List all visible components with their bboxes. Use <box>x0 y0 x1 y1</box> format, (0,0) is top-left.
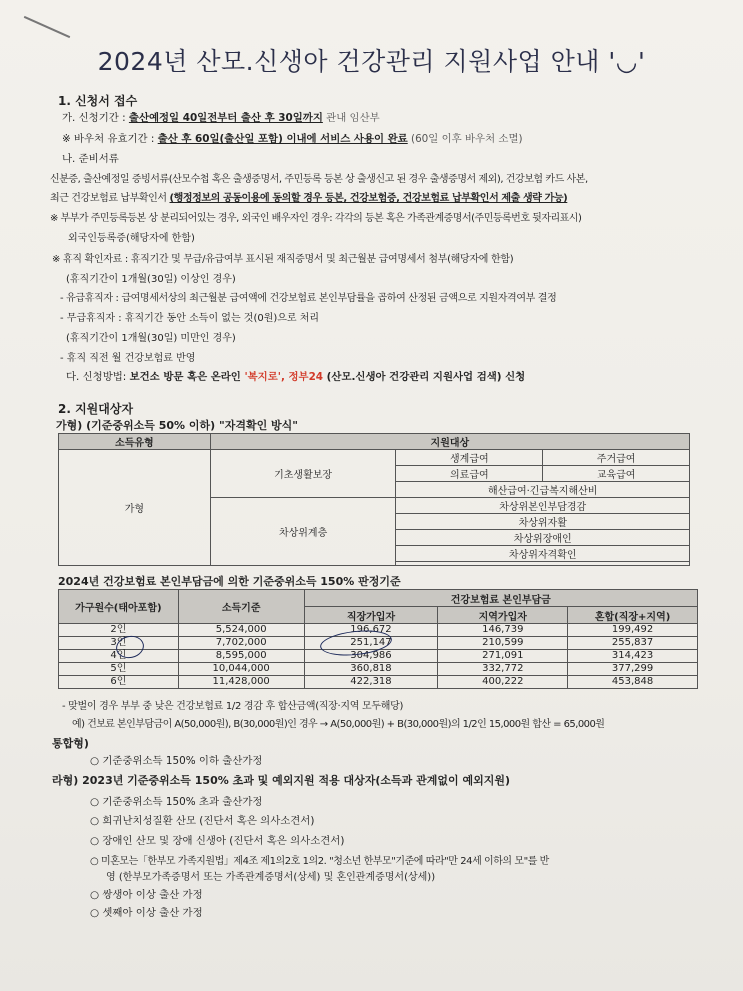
docs-line1: 신분증, 출산예정일 증빙서류(산모수첩 혹은 출생증명서, 주민등록 등본 상 출생신고 된 경우 출생증명서 제외), 건강보험 카드 사본, <box>50 174 588 185</box>
row-employee: 304,986 <box>304 650 438 663</box>
th-income-standard: 소득기준 <box>178 590 304 624</box>
type-integrated-item: ○ 기준중위소득 150% 이하 출산가정 <box>90 755 263 767</box>
leave-proof: ※ 휴직 확인자료 : 휴직기간 및 무급/유급여부 표시된 재직증명서 및 최근월분 급여명세서 첨부(해당자에 한함) <box>52 254 514 265</box>
period-tail: 관내 임산부 <box>322 112 380 124</box>
row-regional: 146,739 <box>438 624 568 637</box>
paid-leave: - 유급휴직자 : 급여명세서상의 최근월분 급여액에 건강보험료 본인부담률을 곱하여 산정된 금액으로 지원자격여부 결정 <box>60 293 557 304</box>
method-gov24: , 정부24 <box>280 371 324 383</box>
type-ra-heading: 라형) 2023년 기준중위소득 150% 초과 및 예외지원 적용 대상자(소득과 관계없이 예외지원) <box>52 774 511 787</box>
docs-line2-b: (행정정보의 공동이용에 동의할 경우 등본, 건강보험증, 건강보험료 납부확인서 제출 생략 가능) <box>169 193 568 204</box>
cell-near-poverty: 차상위계층 <box>210 498 396 566</box>
section1-heading: 1. 신청서 접수 <box>58 94 138 108</box>
row-mixed: 453,848 <box>568 676 698 689</box>
type-ga-heading: 가형) (기준중위소득 50% 이하) "자격확인 방식" <box>56 419 299 432</box>
cell-basic-livelihood: 기초생활보장 <box>210 450 396 498</box>
row-mixed: 377,299 <box>568 663 698 676</box>
pen-mark <box>24 16 70 38</box>
unpaid-leave: - 무급휴직자 : 휴직기간 동안 소득이 없는 것(0원)으로 처리 <box>60 313 320 324</box>
row-regional: 332,772 <box>438 663 568 676</box>
row-income: 11,428,000 <box>178 676 304 689</box>
table-row <box>59 650 698 663</box>
row-employee: 251,147 <box>304 637 438 650</box>
voucher-validity <box>62 130 523 145</box>
support-target-table <box>58 433 690 566</box>
row-family: 4인 <box>59 650 179 663</box>
page-title: 2024년 산모.신생아 건강관리 지원사업 안내 '◡' <box>97 47 646 76</box>
row-regional: 210,599 <box>438 637 568 650</box>
docs-line2 <box>50 189 567 204</box>
row-mixed: 314,423 <box>568 650 698 663</box>
row-family: 5인 <box>59 663 179 676</box>
prep-docs-heading: 나. 준비서류 <box>62 153 119 165</box>
th-support-target: 지원대상 <box>210 434 689 450</box>
period-label: 가. 신청기간 : <box>62 112 129 124</box>
cell-near-poverty-selfsupport: 차상위자활 <box>396 514 690 530</box>
ra-item: ○ 셋째아 이상 출산 가정 <box>90 907 203 919</box>
voucher-label: ※ 바우처 유효기간 : <box>62 133 158 145</box>
method-tail: (산모.신생아 건강관리 지원사업 검색) 신청 <box>323 371 526 383</box>
table-row <box>59 663 698 676</box>
cell-education-benefit: 교육급여 <box>543 466 690 482</box>
row-family: 2인 <box>59 624 179 637</box>
cell-livelihood-benefit: 생계급여 <box>396 450 543 466</box>
table-row <box>59 676 698 689</box>
dual-income-example: 예) 건보료 본인부담금이 A(50,000원), B(30,000원)인 경우 → A(50,000원) + B(30,000원)의 1/2인 15,000원 합산 = 65,000원 <box>72 719 605 730</box>
ra-item: ○ 기준중위소득 150% 초과 출산가정 <box>90 796 263 808</box>
ra-item: ○ 희귀난치성질환 산모 (진단서 혹은 의사소견서) <box>90 815 315 827</box>
period-value: 출산예정일 40일전부터 출산 후 30일까지 <box>128 112 323 124</box>
th-mixed: 혼합(직장+지역) <box>568 607 698 624</box>
ra-item: ○ 미혼모는「한부모 가족지원법」제4조 제1의2호 1의2. "청소년 한부모"기준에 따라"만 24세 이하의 모"를 반 <box>90 856 549 867</box>
row-mixed: 255,837 <box>568 637 698 650</box>
cell-spacer <box>396 562 690 566</box>
row-income: 10,044,000 <box>178 663 304 676</box>
ra-item: ○ 장애인 산모 및 장애 신생아 (진단서 혹은 의사소견서) <box>90 835 345 847</box>
row-regional: 271,091 <box>438 650 568 663</box>
row-income: 5,524,000 <box>178 624 304 637</box>
unpaid-leave-condition: (휴직기간이 1개월(30일) 미만인 경우) <box>66 333 236 344</box>
row-mixed: 199,492 <box>568 624 698 637</box>
premium-reflect: - 휴직 직전 월 건강보험료 반영 <box>60 353 196 364</box>
method-visit: 보건소 방문 혹은 온라인 <box>129 371 245 383</box>
th-employee: 직장가입자 <box>304 607 438 624</box>
cell-type-ga: 가형 <box>59 450 211 566</box>
voucher-value: 출산 후 60일(출산일 포함) 이내에 서비스 사용이 완료 <box>157 133 408 145</box>
note-foreign-id: 외국인등록증(해당자에 한함) <box>68 233 195 244</box>
cell-medical-benefit: 의료급여 <box>396 466 543 482</box>
dual-income-note: - 맞벌이 경우 부부 중 낮은 건강보험료 1/2 경감 후 합산금액(직장·지역 모두해당) <box>62 701 404 712</box>
row-family: 6인 <box>59 676 179 689</box>
row-income: 7,702,000 <box>178 637 304 650</box>
th-family-size: 가구원수(태아포함) <box>59 590 179 624</box>
ra-item: ○ 쌍생아 이상 출산 가정 <box>90 889 203 901</box>
th-insurance-premium: 건강보험료 본인부담금 <box>304 590 697 607</box>
criteria-table-title: 2024년 건강보험료 본인부담금에 의한 기준중위소득 150% 판정기준 <box>58 575 401 588</box>
ra-item-cont: 영 (한부모가족증명서 또는 가족관계증명서(상세) 및 혼인관계증명서(상세)) <box>106 872 436 883</box>
cell-maternity-benefit: 해산급여·긴급복지해산비 <box>396 482 690 498</box>
docs-line2-a: 최근 건강보험료 납부확인서 <box>50 193 170 204</box>
application-period <box>62 109 380 124</box>
cell-near-poverty-eligibility: 차상위자격확인 <box>396 546 690 562</box>
method-label: 다. 신청방법: <box>66 371 130 383</box>
row-family: 3인 <box>59 637 179 650</box>
cell-housing-benefit: 주거급여 <box>543 450 690 466</box>
note-separated: ※ 부부가 주민등록등본 상 분리되어있는 경우, 외국인 배우자인 경우: 각각의 등본 혹은 가족관계증명서(주민등록번호 뒷자리표시) <box>50 213 582 224</box>
row-regional: 400,222 <box>438 676 568 689</box>
row-employee: 422,318 <box>304 676 438 689</box>
row-employee: 360,818 <box>304 663 438 676</box>
application-method <box>66 368 525 383</box>
leave-proof-condition: (휴직기간이 1개월(30일) 이상인 경우) <box>66 274 236 285</box>
type-integrated-heading: 통합형) <box>52 737 89 750</box>
section2-heading: 2. 지원대상자 <box>58 402 134 416</box>
method-bokjiro: '복지로' <box>244 371 281 383</box>
th-regional: 지역가입자 <box>438 607 568 624</box>
row-income: 8,595,000 <box>178 650 304 663</box>
row-employee: 196,672 <box>304 624 438 637</box>
th-income-type: 소득유형 <box>59 434 211 450</box>
cell-near-poverty-copay: 차상위본인부담경감 <box>396 498 690 514</box>
voucher-tail: (60일 이후 바우처 소멸) <box>407 133 523 145</box>
cell-near-poverty-disabled: 차상위장애인 <box>396 530 690 546</box>
